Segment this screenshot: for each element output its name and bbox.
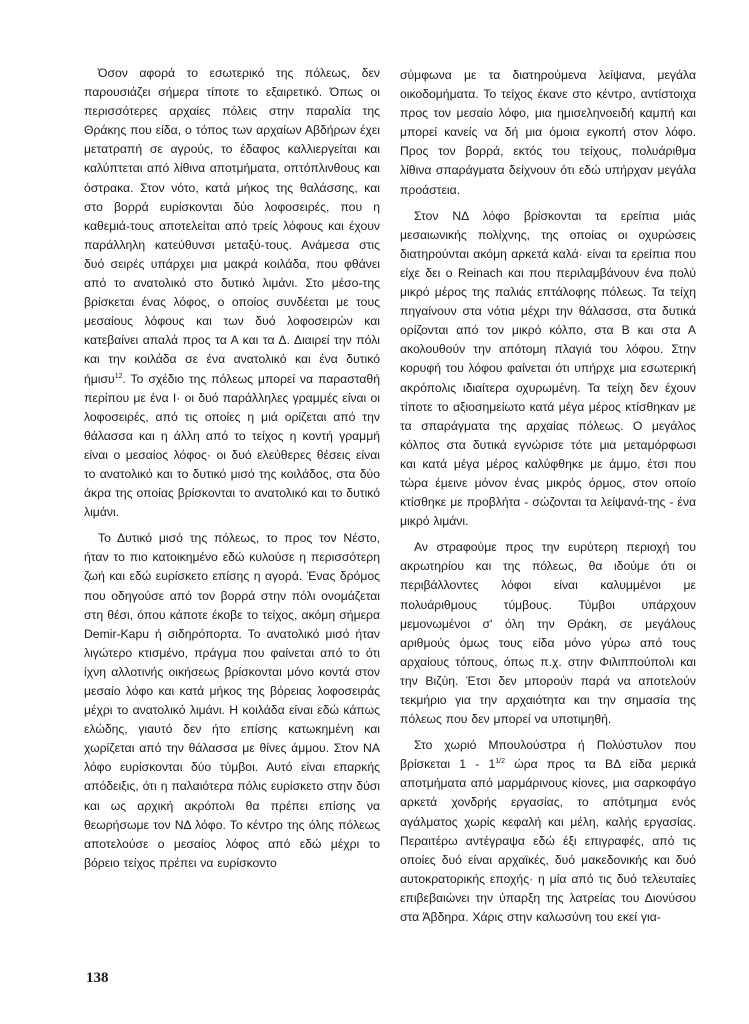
paragraph-continued: σύμφωνα με τα διατηρούμενα λείψανα, μεγάλα οικοδομήματα. Το τείχος έκανε στο κέντρο, αντίστοιχα προς τον μεσαίο λόφο, μια ημισεληνοειδή καμπή και μπορεί κανείς να δή μια όμοια εγκοπή στον λόφο. Προς τον βορρά, εκτός του τείχους, πολυάριθμα λίθινα σπαράγματα δείχνουν ότι εδώ υπήρχαν μεγάλα προάστεια. — [400, 68, 696, 197]
footnote-ref: 12 — [114, 372, 123, 380]
paragraph — [84, 64, 380, 522]
paragraph — [400, 736, 696, 927]
page-number: 138 — [86, 970, 109, 986]
paragraph: Στον ΝΔ λόφο βρίσκονται τα ερείπια μιάς μεσαιωνικής πολίχνης, της οποίας οι οχυρώσεις διατηρούνται ακόμη αρκετά καλά· είναι τα ερείπια που είχε δει ο Reinach και που περιλαμβάνουν ένα πολύ μικρό μέρος της παλιάς επτάλοφης πόλεως. Τα τείχη πηγαίνουν στα νότια μέχρι την θάλασσα, στα δυτικά ορίζονται από τον μικρό κόλπο, στα Β και στα Α ακολουθούν την απότομη πλαγιά του λόφου. Στην κορυφή του λόφου φαίνεται ότι υπήρχε μια εσωτερική ακρόπολις ιδιαίτερα οχυρωμένη. Τα τείχη δεν έχουν τίποτε το αξιοσημείωτο κατά μέγα μέρος κτίσθηκαν με τα σπαράγματα της αρχαίας πόλεως. Ο μεγάλος κόλπος στα δυτικά εγνώρισε τότε μια μεταμόρφωσι και κατά μέγα μέρος καλύφθηκε με άμμο, έτσι που τώρα έμεινε μόνον ένας μικρός όρμος, στον οποίο κτίσθηκε με προβλήτα - σώζονται τα λείψανά-της - ένα μικρό λιμάνι. — [400, 208, 696, 529]
paragraph-text: ώρα προς τα ΒΔ είδα μερικά αποτμήματα από μαρμάρινους κίονες, μια σαρκοφάγο αρκετά χονδρής εργασίας, το απότμημα ενός αγάλματος χωρίς κεφαλή και μέλη, καλής εργασίας. Περαιτέρω αντέγραψα εδώ έξι επιγραφές, από τις οποίες δυό είναι αρχαϊκές, δυό μακεδονικής και δυό αυτοκρατορικής εποχής· η μία από τις δυό τελευταίες επιβεβαιώνει την ύπαρξη της λατρείας του Διονύσου στα Άβδηρα. Χάρις στην καλωσύνη του εκεί για- — [400, 757, 696, 925]
paragraph: Αν στραφούμε προς την ευρύτερη περιοχή του ακρωτηρίου και της πόλεως, θα ιδούμε ότι οι περιβάλλοντες λόφοι είναι καλυμμένοι με πολυάριθμους τύμβους. Τύμβοι υπάρχουν μεμονωμένοι σ' όλη την Θράκη, σε μεγάλους αριθμούς όμως τους είδα μόνο γύρω από τους αρχαίους τόπους, όπως π.χ. στην Φιλιππούπολι και την Βιζύη. Έτσι δεν μπορούν παρά να αποτελούν τεκμήριο για την αρχαιότητα και την σημασία της πόλεως που δεν μπορεί να υποτιμηθή. — [400, 540, 696, 727]
paragraph: Το Δυτικό μισό της πόλεως, το προς τον Νέστο, ήταν το πιο κατοικημένο εδώ κυλούσε η περισσότερη ζωή και εδώ ευρίσκετο επίσης η αγορά. Ένας δρόμος που οδηγούσε από τον βορρά στην πόλι ονομάζεται στη θέσι, όπου κάποτε έκοβε το τείχος, ακόμη σήμερα Demir-Kapu ή σιδηρόπορτα. Το ανατολικό μισό ήταν λιγώτερο κτισμένο, πράγμα που φαίνεται από το ότι ίχνη αλλοτινής οικήσεως βρίσκονται μόνο κοντά στον μεσαίο λόφο και κατά μήκος της βόρειας λοφοσειράς μέχρι το ανατολικό λιμάνι. Η κοιλάδα είναι εδώ κάπως ελώδης, γιαυτό δεν ήτο επίσης κατωκημένη και χωρίζεται από την θάλασσα με θίνες άμμου. Στον ΝΑ λόφο ευρίσκονται δύο τύμβοι. Αυτό είναι επαρκής απόδειξις, ότι η παλαιότερα πόλις ευρίσκετο στην δύσι και ως αρχική ακρόπολι θα πρέπει επίσης να θεωρήσωμε τον ΝΔ λόφο. Το κέντρο της όλης πόλεως αποτελούσε ο μεσαίος λόφος από εδώ μέχρι το βόρειο τείχος πρέπει να ευρίσκοντο — [84, 531, 380, 870]
right-column — [400, 66, 696, 934]
left-column — [84, 64, 380, 880]
paragraph-text: Στο χωριό Μπουλούστρα ή Πολύστυλον που βρίσκεται 1 - 1 — [400, 738, 696, 772]
fraction-superscript: 1/2 — [495, 758, 506, 766]
paragraph-text: Όσον αφορά το εσωτερικό της πόλεως, δεν παρουσιάζει σήμερα τίποτε το εξαιρετικό. Όπως οι περισσότερες αρχαίες πόλεις στην παραλία της Θράκης που είδα, ο τόπος των αρχαίων Αβδήρων έχει μετατραπή σε αγρούς, το έδαφος καλλιεργείται και καλύπτεται από λίθινα αποτμήματα, οπτόπλινθους και όστρακα. Στον νότο, κατά μήκος της θαλάσσης, και στο βορρά ευρίσκονται δύο λοφοσειρές, που η καθεμιά-τους αποτελείται από τρείς λόφους και έχουν παράλληλη κατεύθυνσι μεταξύ-τους. Ανάμεσα στις δυό σειρές υπάρχει μια μακρά κοιλάδα, που φθάνει από το ανατολικό στο δυτικό λιμάνι. Στο μέσο-της βρίσκεται ένας λόφος, ο οποίος συνδέεται με τους μεσαίους λόφους και των δυό λοφοσειρών και κατεβαίνει απαλά προς τα Α και τα Δ. Διαιρεί την πόλι και την κοιλάδα σε ένα ανατολικό και ένα δυτικό ήμισυ — [84, 66, 380, 386]
paragraph-text: . Το σχέδιο της πόλεως μπορεί να παρασταθή περίπου με ένα Ι· οι δυό παράλληλες γραμμές είναι οι λοφοσειρές, από τις οποίες η μιά ορίζεται από την θάλασσα και η άλλη από το τείχος η κοντή γραμμή είναι ο μεσαίος λόφος· οι δυό ελεύθερες θέσεις είναι το ανατολικό και το δυτικό μισό της κοιλάδος, στα δύο άκρα της οποίας βρίσκονται το ανατολικό και το δυτικό λιμάνι. — [84, 371, 380, 520]
